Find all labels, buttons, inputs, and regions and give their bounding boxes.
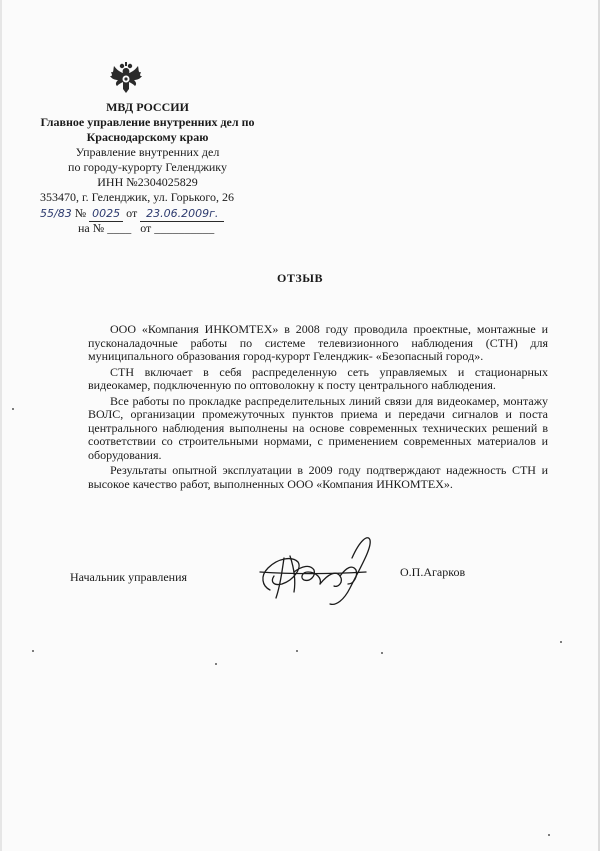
signatory-position: Начальник управления xyxy=(70,570,188,584)
eagle-emblem-icon xyxy=(103,62,149,96)
incoming-num-label: на № xyxy=(78,221,105,235)
body-paragraph: СТН включает в себя распределенную сеть управляемых и стационарных видеокамер, подключенную по оптоволокну к посту центрального наблюдения. xyxy=(88,364,548,392)
outgoing-num-label: № xyxy=(74,206,87,220)
body-paragraph: Все работы по прокладке распределительных линий связи для видеокамер, монтажу ВОЛС, организации промежуточных пунктов приема и передачи сигналов и поста центрального наблюдения выполнены на основе современных технических решений в соответствии со строительными нормами, с применением современных материалов и оборудования. xyxy=(88,393,548,462)
outgoing-date-label: от xyxy=(126,206,138,220)
org-subtitle-1: Главное управление внутренних дел по xyxy=(40,115,255,129)
body-paragraph: Результаты опытной эксплуатации в 2009 году подтверждают надежность СТН и высокое качество работ, выполненных ООО «Компания ИНКОМТЕХ». xyxy=(88,463,548,491)
scan-speck xyxy=(548,834,550,836)
dept-name-2: по городу-курорту Геленджику xyxy=(68,160,227,174)
incoming-reference xyxy=(78,221,214,236)
org-address: 353470, г. Геленджик, ул. Горького, 26 xyxy=(40,190,234,204)
document-title: ОТЗЫВ xyxy=(277,271,323,285)
outgoing-reference xyxy=(40,206,224,222)
org-subtitle-2: Краснодарскому краю xyxy=(86,130,209,144)
outgoing-prefix: 55/83 xyxy=(40,207,72,220)
dept-name-1: Управление внутренних дел xyxy=(75,145,220,159)
incoming-num-blank: ____ xyxy=(107,221,132,235)
document-body xyxy=(88,323,548,493)
scan-speck xyxy=(560,641,562,643)
signatory-name: О.П.Агарков xyxy=(400,565,466,579)
inn-number: ИНН №2304025829 xyxy=(97,175,198,189)
incoming-date-label: от xyxy=(140,221,152,235)
incoming-date-blank: __________ xyxy=(154,221,215,235)
outgoing-number: 0025 xyxy=(89,206,123,222)
scan-speck xyxy=(381,652,383,654)
org-name: МВД РОССИИ xyxy=(106,100,189,114)
handwritten-signature xyxy=(240,528,390,608)
outgoing-date: 23.06.2009г. xyxy=(140,206,224,222)
scan-speck xyxy=(12,408,14,410)
scan-speck xyxy=(32,650,34,652)
body-paragraph: ООО «Компания ИНКОМТЕХ» в 2008 году проводила проектные, монтажные и пусконаладочные работы по системе телевизионного наблюдения (СТН) для муниципального образования город-курорт Геленджик- «Безопасный город». xyxy=(88,322,548,363)
scan-speck xyxy=(215,663,217,665)
scan-speck xyxy=(296,650,298,652)
